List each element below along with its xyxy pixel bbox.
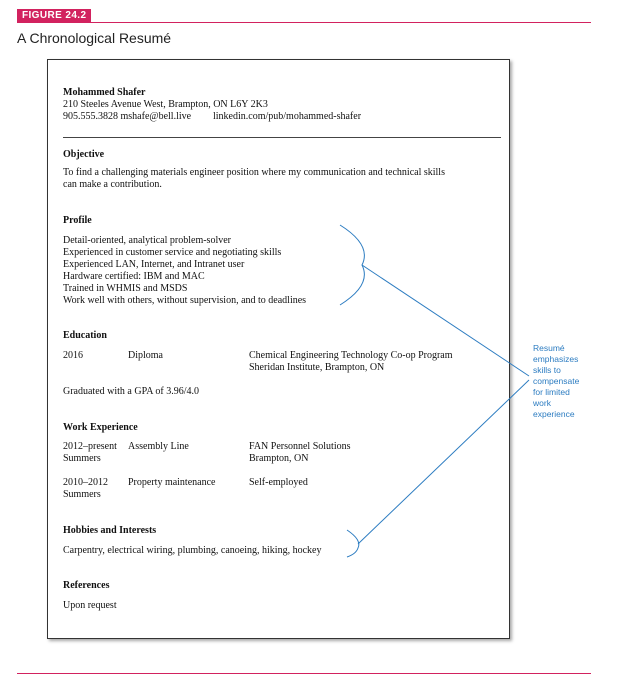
profile-item: Work well with others, without supervision, and to deadlines (63, 295, 307, 306)
annotation-callout (533, 343, 593, 420)
hobbies-brace (347, 530, 359, 557)
figure-title: A Chronological Resumé (17, 30, 172, 46)
resume-phone-email: 905.555.3828 mshafe@bell.live (63, 111, 192, 122)
references-heading: References (63, 580, 110, 591)
annotation-line: compensate (533, 376, 580, 386)
annotation-line: Resumé (533, 343, 565, 353)
job-period: 2010–2012 (63, 477, 108, 488)
annotation-line: work (533, 398, 551, 408)
annotation-line: skills to (533, 365, 561, 375)
job-role: Property maintenance (128, 477, 216, 488)
resume-linkedin: linkedin.com/pub/mohammed-shafer (213, 111, 362, 122)
job-role: Assembly Line (128, 441, 189, 452)
profile-item: Experienced in customer service and negotiating skills (63, 247, 282, 258)
references-text: Upon request (63, 600, 117, 611)
work-heading: Work Experience (63, 422, 138, 433)
annotation-line: experience (533, 409, 575, 419)
education-credential: Diploma (128, 350, 163, 361)
education-heading: Education (63, 330, 107, 341)
figure-label: FIGURE 24.2 (17, 9, 91, 23)
profile-item: Detail-oriented, analytical problem-solver (63, 235, 231, 246)
bottom-rule (17, 673, 591, 674)
profile-item: Experienced LAN, Internet, and Intranet user (63, 259, 245, 270)
profile-heading: Profile (63, 215, 92, 226)
job-season: Summers (63, 453, 101, 464)
education-school: Sheridan Institute, Brampton, ON (249, 362, 385, 373)
profile-brace (340, 225, 364, 305)
resume-name: Mohammed Shafer (63, 87, 146, 98)
profile-item: Trained in WHMIS and MSDS (63, 283, 188, 294)
education-program: Chemical Engineering Technology Co-op Program (249, 350, 453, 361)
resume-address: 210 Steeles Avenue West, Brampton, ON L6Y 2K3 (63, 99, 268, 110)
connector-line-bottom (358, 380, 529, 544)
connector-line-top (362, 265, 529, 376)
job-period: 2012–present (63, 441, 117, 452)
annotation-line: emphasizes (533, 354, 579, 364)
annotation-line: for limited (533, 387, 570, 397)
job-season: Summers (63, 489, 101, 500)
education-year: 2016 (63, 350, 83, 361)
objective-line-2: can make a contribution. (63, 179, 162, 190)
job-employer: FAN Personnel Solutions (249, 441, 351, 452)
profile-item: Hardware certified: IBM and MAC (63, 271, 205, 282)
objective-line-1: To find a challenging materials engineer position where my communication and technical skills (63, 167, 445, 178)
job-location: Brampton, ON (249, 453, 309, 464)
hobbies-heading: Hobbies and Interests (63, 525, 157, 536)
objective-heading: Objective (63, 149, 105, 160)
education-gpa: Graduated with a GPA of 3.96/4.0 (63, 386, 200, 397)
hobbies-text: Carpentry, electrical wiring, plumbing, canoeing, hiking, hockey (63, 545, 322, 556)
job-employer: Self-employed (249, 477, 308, 488)
